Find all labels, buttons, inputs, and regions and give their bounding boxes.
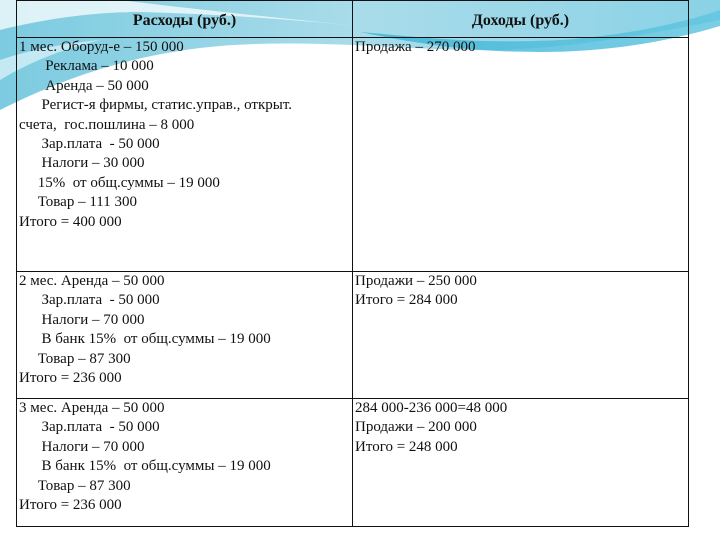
expense-line: Зар.плата - 50 000	[19, 419, 160, 436]
expense-line: Аренда – 50 000	[19, 77, 149, 94]
expense-line: счета, гос.пошлина – 8 000	[19, 116, 195, 133]
expenses-cell-month-1	[17, 38, 353, 272]
expense-line: В банк 15% от общ.суммы – 19 000	[19, 331, 271, 348]
expense-line: Зар.плата - 50 000	[19, 136, 160, 153]
expenses-cell-month-2	[17, 272, 353, 399]
expense-line: Налоги – 70 000	[19, 438, 145, 455]
expense-total: Итого = 236 000	[19, 497, 122, 514]
expense-line: Регист-я фирмы, статис.управ., открыт.	[19, 97, 293, 114]
budget-table	[16, 0, 689, 527]
table-row	[17, 272, 689, 399]
expense-line: Зар.плата - 50 000	[19, 292, 160, 309]
expense-line: 1 мес. Оборуд-е – 150 000	[19, 39, 184, 55]
expense-line: Налоги – 30 000	[19, 155, 145, 172]
expense-line: Товар – 87 300	[19, 477, 131, 494]
expense-line: 2 мес. Аренда – 50 000	[19, 273, 165, 289]
income-line: Продажи – 200 000	[355, 419, 477, 436]
header-expenses: Расходы (руб.)	[17, 1, 353, 38]
expense-line: 15% от общ.суммы – 19 000	[19, 174, 220, 191]
income-cell-month-3	[353, 399, 689, 527]
income-calculation: 284 000-236 000=48 000	[355, 400, 508, 416]
income-line: Продажа – 270 000	[355, 39, 476, 55]
header-income: Доходы (руб.)	[353, 1, 689, 38]
income-cell-month-1	[353, 38, 689, 272]
budget-table-container	[16, 0, 688, 527]
expense-total: Итого = 400 000	[19, 213, 122, 230]
table-header-row	[17, 1, 689, 38]
expense-line: Реклама – 10 000	[19, 58, 154, 75]
expense-line: В банк 15% от общ.суммы – 19 000	[19, 458, 271, 475]
expense-line: Товар – 111 300	[19, 194, 137, 211]
income-cell-month-2	[353, 272, 689, 399]
expenses-cell-month-3	[17, 399, 353, 527]
income-line: Продажи – 250 000	[355, 273, 477, 289]
expense-total: Итого = 236 000	[19, 370, 122, 387]
income-total: Итого = 284 000	[355, 292, 458, 309]
expense-line: Налоги – 70 000	[19, 311, 145, 328]
income-total: Итого = 248 000	[355, 438, 458, 455]
table-row	[17, 399, 689, 527]
expense-line: 3 мес. Аренда – 50 000	[19, 400, 165, 416]
expense-line: Товар – 87 300	[19, 350, 131, 367]
table-row	[17, 38, 689, 272]
